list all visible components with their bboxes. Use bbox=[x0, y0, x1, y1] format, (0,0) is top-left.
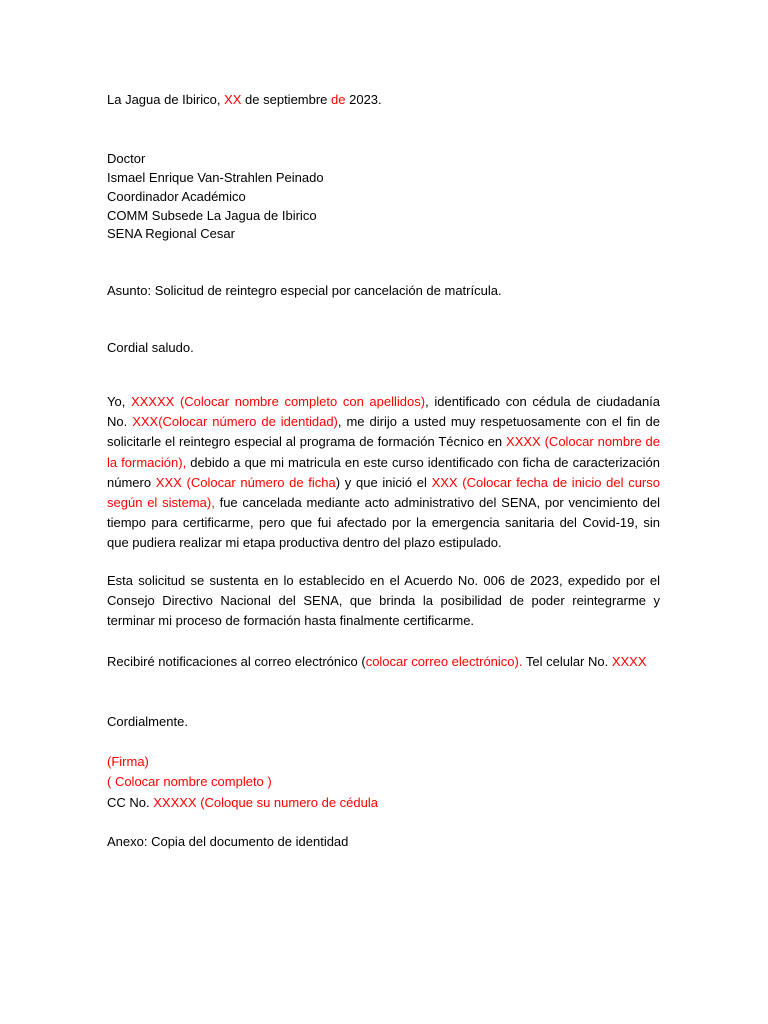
body-paragraph-1 bbox=[107, 392, 660, 554]
notifications-text-1: Recibiré notificaciones al correo electrónico ( bbox=[107, 654, 366, 669]
body1-text-4: debido a que mi matricula en este curso identificado con ficha de caracterización número bbox=[107, 454, 661, 490]
notifications-line bbox=[107, 652, 647, 671]
id-number-placeholder: XXX(Colocar número de identidad) bbox=[132, 414, 338, 430]
date-year: 2023. bbox=[345, 92, 382, 107]
recipient-title: Doctor bbox=[107, 151, 146, 166]
program-name-placeholder: XXXX (Colocar nombre de la formación), bbox=[107, 434, 661, 470]
date-line bbox=[107, 90, 382, 109]
email-placeholder: colocar correo electrónico). bbox=[365, 654, 523, 669]
date-month: de septiembre bbox=[241, 92, 332, 107]
notifications-text-2: Tel celular No. bbox=[522, 654, 612, 669]
annex-line: Anexo: Copia del documento de identidad bbox=[107, 834, 349, 849]
phone-placeholder: XXXX bbox=[611, 654, 647, 669]
cc-line bbox=[107, 793, 378, 812]
recipient-position: Coordinador Académico bbox=[107, 189, 246, 204]
recipient-subsede: COMM Subsede La Jagua de Ibirico bbox=[107, 208, 317, 223]
body-paragraph-2: Esta solicitud se sustenta en lo establecido en el Acuerdo No. 006 de 2023, expedido por el Consejo Directivo Nacional del SENA, que brinda la posibilidad de poder reintegrarme y terminar mi proceso de formación hasta finalmente certificarme. bbox=[107, 573, 660, 629]
recipient-name: Ismael Enrique Van-Strahlen Peinado bbox=[107, 170, 324, 185]
date-day-placeholder: XX bbox=[224, 92, 242, 107]
cc-label: CC No. bbox=[107, 795, 154, 810]
body1-text-2: , identificado con cédula de ciudadanía No. bbox=[107, 394, 661, 430]
cc-placeholder: XXXXX (Coloque su numero de cédula bbox=[153, 795, 378, 810]
name-placeholder: XXXXX (Colocar nombre completo con apellidos) bbox=[130, 394, 426, 409]
body1-text-1: Yo, bbox=[107, 394, 131, 409]
greeting: Cordial saludo. bbox=[107, 340, 194, 355]
closing: Cordialmente. bbox=[107, 714, 188, 729]
body1-text-3: , me dirijo a usted muy respetuosamente con el fin de solicitarle el reintegro especial al programa de formación Técnico en bbox=[107, 414, 661, 450]
body1-text-5: ) y que inició el bbox=[335, 474, 432, 490]
signer-name-placeholder: ( Colocar nombre completo ) bbox=[107, 774, 272, 789]
body1-text-6: fue cancelada mediante acto administrativo del SENA, por vencimiento del tiempo para certificarme, pero que fui afectado por la emergencia sanitaria del Covid-19, sin que pudiera realizar mi etapa productiva dentro del plazo estipulado. bbox=[107, 495, 660, 551]
recipient-regional: SENA Regional Cesar bbox=[107, 226, 235, 241]
date-prefix: La Jagua de Ibirico, bbox=[107, 92, 225, 107]
subject-line: Asunto: Solicitud de reintegro especial por cancelación de matrícula. bbox=[107, 283, 502, 298]
start-date-placeholder: XXX (Colocar fecha de inicio del curso según el sistema), bbox=[107, 474, 660, 511]
signature-placeholder: (Firma) bbox=[107, 754, 149, 769]
ficha-placeholder: XXX (Colocar número de ficha bbox=[155, 474, 336, 490]
date-de: de bbox=[331, 92, 346, 107]
